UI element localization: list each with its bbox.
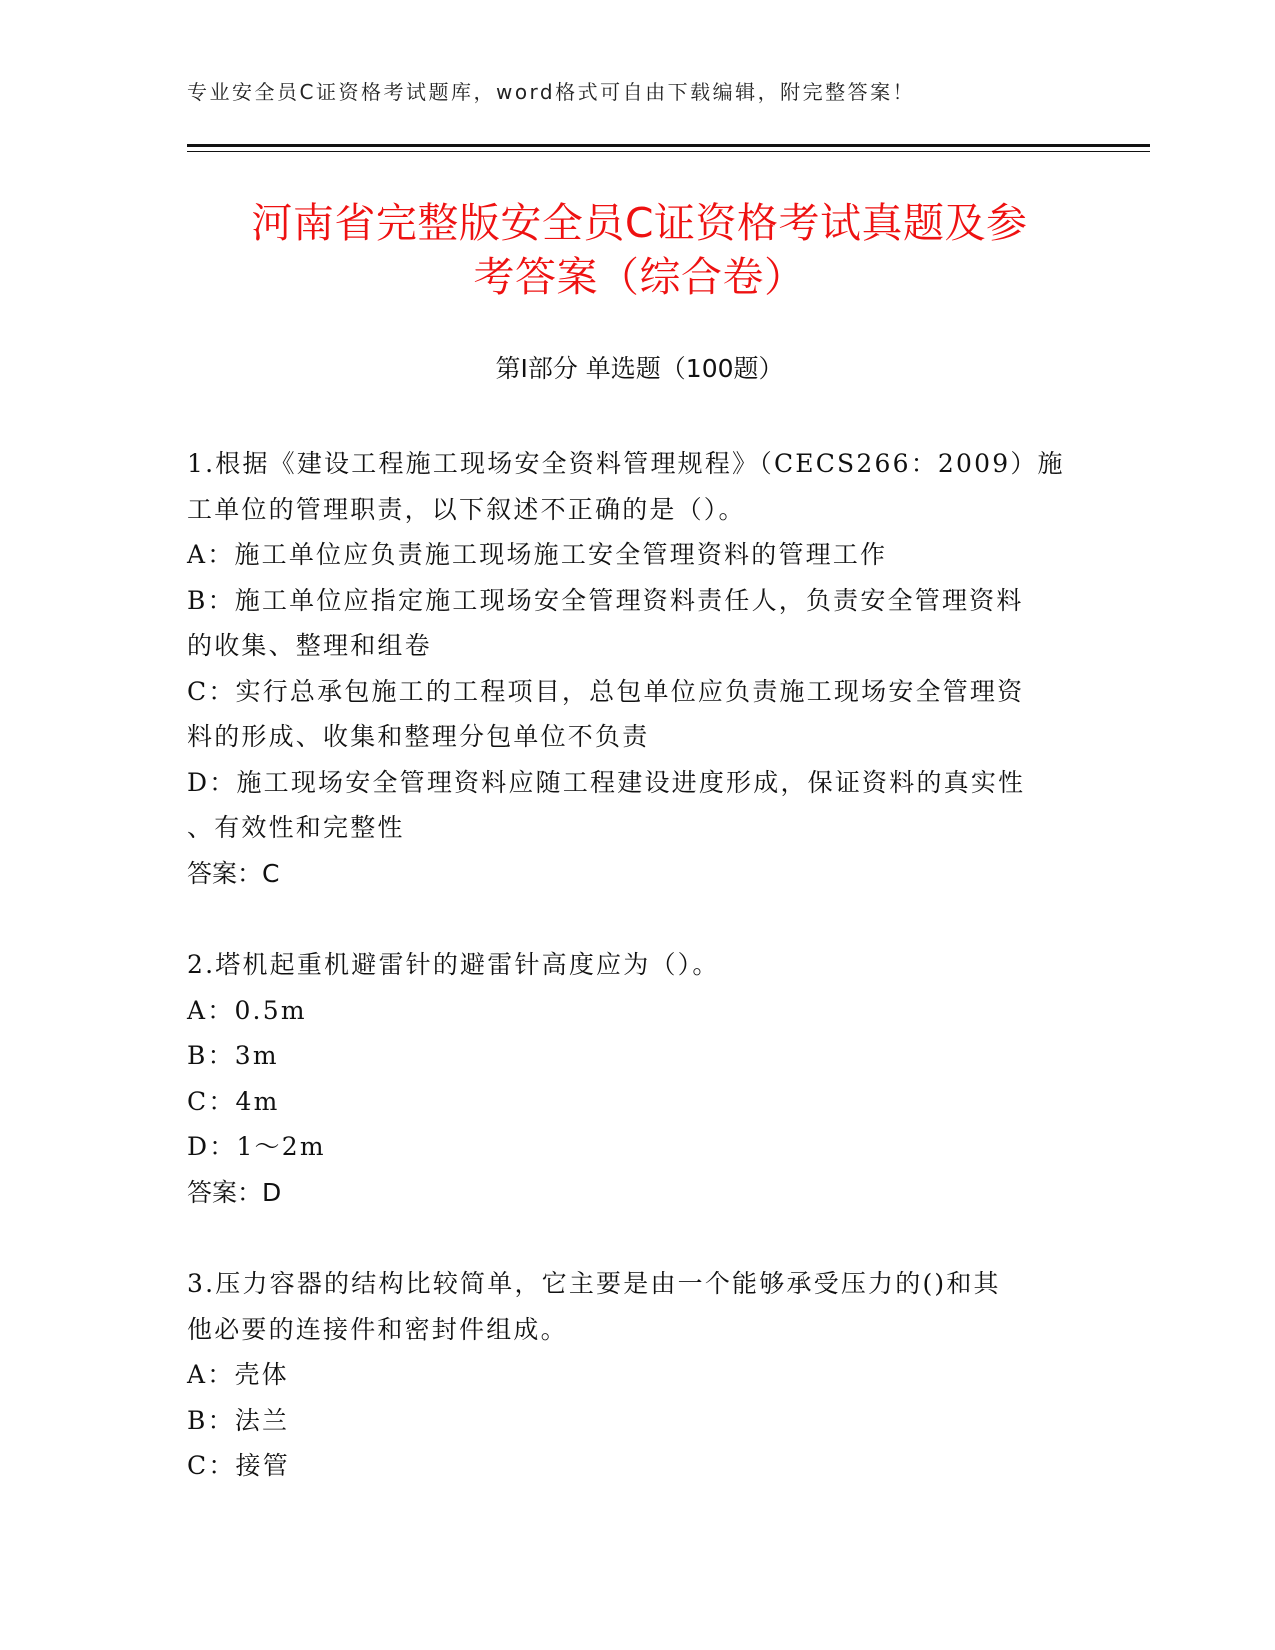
option-d-continued: 、有效性和完整性 xyxy=(187,813,405,842)
option-a: A：0.5m xyxy=(187,995,307,1025)
question-stem: 工单位的管理职责，以下叙述不正确的是（）。 xyxy=(187,494,746,524)
document-title-line-1: 河南省完整版安全员C证资格考试真题及参 xyxy=(251,199,1028,247)
question-stem: 2.塔机起重机避雷针的避雷针高度应为（）。 xyxy=(187,950,720,979)
option-b: B：3m xyxy=(187,1041,279,1070)
document-title xyxy=(187,196,1092,304)
answer: 答案：C xyxy=(187,858,280,888)
question-2 xyxy=(187,942,1087,1215)
option-d: D：施工现场安全管理资料应随工程建设进度形成，保证资料的真实性 xyxy=(187,767,1026,797)
option-b-continued: 的收集、整理和组卷 xyxy=(187,631,432,660)
question-stem: 3.压力容器的结构比较简单，它主要是由一个能够承受压力的()和其 xyxy=(187,1269,1001,1298)
option-a: A：壳体 xyxy=(187,1360,289,1389)
option-b: B：施工单位应指定施工现场安全管理资料责任人，负责安全管理资料 xyxy=(187,585,1024,615)
option-c: C：接管 xyxy=(187,1451,290,1480)
option-a: A：施工单位应负责施工现场施工安全管理资料的管理工作 xyxy=(187,540,888,569)
option-c: C：4m xyxy=(187,1086,280,1116)
question-stem: 1.根据《建设工程施工现场安全资料管理规程》（CECS266：2009）施 xyxy=(187,449,1065,478)
question-list xyxy=(187,441,1087,1535)
question-stem: 他必要的连接件和密封件组成。 xyxy=(187,1314,568,1344)
section-heading: 第I部分 单选题（100题） xyxy=(495,354,784,383)
option-c-continued: 料的形成、收集和整理分包单位不负责 xyxy=(187,722,650,751)
document-title-line-2: 考答案（综合卷） xyxy=(473,253,806,301)
option-b: B：法兰 xyxy=(187,1405,290,1435)
header-note: 专业安全员C证资格考试题库，word格式可自由下载编辑，附完整答案！ xyxy=(187,80,916,104)
header-rule-thin xyxy=(187,151,1150,152)
question-3 xyxy=(187,1261,1087,1489)
question-1 xyxy=(187,441,1087,896)
option-d: D：1～2m xyxy=(187,1132,326,1161)
option-c: C：实行总承包施工的工程项目，总包单位应负责施工现场安全管理资 xyxy=(187,676,1025,706)
header-rule-thick xyxy=(187,144,1150,147)
answer: 答案：D xyxy=(187,1177,282,1207)
